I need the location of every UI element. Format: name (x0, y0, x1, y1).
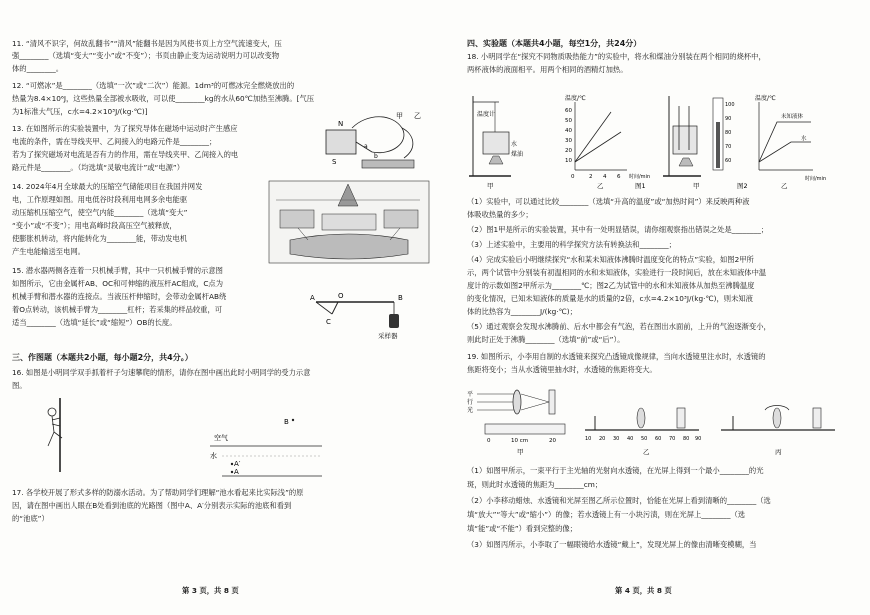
ruler-tick: 10 cm (511, 438, 529, 444)
text-line: 强________（选填“变大”“变小”或“不变”）；书页由静止变为运动说明力可以改变物 (12, 51, 280, 60)
text-line: 路元件是________。（均选填“灵敏电流计”或“电源”） (12, 163, 185, 172)
label-water: 水 (210, 452, 217, 460)
label-yi: 乙 (781, 182, 788, 190)
text-line: （1）实验中，可以通过比较________（选填“升高的温度”或“加热时间”）来反映两种液 (467, 197, 750, 206)
label-yi: 乙 (597, 182, 604, 190)
text-line: 着O点转动，该机械手臂为________杠杆；若采集的样品较重，可 (12, 305, 223, 314)
label-yi: 乙 (643, 448, 650, 456)
ruler-tick: 20 (549, 438, 556, 444)
beaker-shape (483, 132, 509, 154)
label-s: S (332, 158, 337, 166)
scale-tick: 80 (725, 130, 732, 136)
text-line: 两杯液体的液面相平。用两个相同的酒精灯加热。 (467, 65, 628, 74)
label-parallel: 行 (467, 399, 474, 406)
text-line: 17. 各学校开展了形式多样的防溺水活动。为了帮助同学们理解“池水看起来比实际浅”的原 (12, 488, 304, 497)
label-air: 空气 (214, 434, 228, 442)
y-tick: 10 (565, 158, 572, 164)
underground-cavern (290, 234, 408, 259)
text-line: （2）小李移动蜡烛、水透镜和光屏至图乙所示位置时，恰能在光屏上看到清晰的________（选 (467, 496, 771, 505)
y-tick: 30 (565, 138, 572, 144)
label-fig1: 图1 (635, 182, 646, 190)
base-plate (362, 160, 414, 168)
text-line: （3）上述实验中，主要用的科学探究方法有转换法和________； (467, 240, 676, 249)
series-line-water (575, 132, 621, 162)
point-b (292, 419, 294, 421)
water-lens-shape (773, 408, 781, 428)
x-tick: 2 (589, 174, 593, 180)
scale-tick: 60 (725, 158, 732, 164)
scale-tick: 90 (725, 116, 732, 122)
text-line: 的“池底”） (12, 514, 49, 523)
label-jia: 甲 (693, 182, 700, 190)
wire-curve (352, 117, 404, 153)
text-line: 焦距将变小；当从水透镜里抽水时，水透镜的焦距将变大。 (467, 365, 657, 374)
bench-tick: 80 (683, 436, 690, 442)
bench-tick: 90 (695, 436, 702, 442)
text-line: 示，两个试管中分别装有初温相同的水和未知液体，实验进行一段时间后，放在未知液体中温 (467, 268, 767, 277)
label-bing: 丙 (775, 448, 782, 456)
text-line: 动压缩机压缩空气，使空气内能________（选填“变大” (12, 208, 188, 217)
label-n: N (338, 120, 344, 128)
text-line: 11. “清风不识字，何故乱翻书”“清风”能翻书是因为风使书页上方空气流速变大，压 (12, 39, 282, 48)
water-lens-shape (637, 408, 645, 428)
text-line: 12. “可燃冰”是________（选填“一次”或“二次”）能源。1dm³的可燃冰完全燃烧放出的 (12, 81, 295, 90)
label-b: B (284, 418, 289, 426)
screen-shape (677, 408, 685, 428)
text-line: 因，请在图中画出人眼在B处看到池底的光路图（图中A、A′分别表示实际的池底和看到 (12, 501, 292, 510)
point-a-prime (231, 463, 233, 465)
label-temp-axis: 温度/℃ (565, 95, 586, 102)
point-a (231, 471, 233, 473)
origin-label: 0 (571, 174, 575, 180)
head-shape (48, 408, 56, 416)
figure-14-energy-storage (268, 180, 430, 264)
thermometer-column (716, 122, 720, 168)
ruler-bar (485, 424, 565, 434)
text-line: 体的________。 (12, 64, 64, 73)
y-tick: 60 (565, 108, 572, 114)
figure-19-water-lens (465, 384, 845, 456)
text-line: 16. 如图是小明同学双手抓着杆子匀速攀爬的情形，请你在图中画出此时小明同学的受力示意 (12, 368, 311, 377)
bench-tick: 40 (627, 436, 634, 442)
alcohol-lamp (489, 156, 503, 164)
text-line: （5）通过观察会发现水沸腾前、后水中都会有气泡，若在图出水面前，上升的气泡逐渐变小， (467, 322, 771, 331)
page-4 (435, 0, 870, 615)
expander-block (384, 210, 418, 228)
text-line: 14. 2024年4月全球最大的压缩空气储能项目在我国并网发 (12, 182, 203, 191)
alcohol-lamp (679, 158, 693, 166)
refracted-ray (521, 394, 549, 402)
section-4-heading: 四、实验题（本题共4小题，每空1分，共24分） (467, 39, 642, 48)
y-tick: 20 (565, 148, 572, 154)
label-a: A (310, 294, 315, 302)
series-line-kerosene (575, 112, 611, 162)
text-line: 斑，则此时水透镜的焦距为________cm； (467, 480, 603, 489)
text-line: 度计的示数如图2甲所示为________℃；图2乙为试管中的水和未知液体从加热至沸腾温度 (467, 281, 755, 290)
text-line: 使膨胀机转动，将内能转化为________能，带动发电机 (12, 234, 188, 243)
text-line: 18. 小明同学在“探究不同物质吸热能力”的实验中，将水和煤油分别装在两个相同的烧杯中， (467, 52, 766, 61)
figure-18-heating-experiment (465, 92, 845, 192)
label-b: b (374, 153, 378, 160)
bench-tick: 10 (585, 436, 592, 442)
text-line: 适当________（选填“延长”或“缩短”）OB的长度。 (12, 318, 177, 327)
text-line: 机械手臂和潜水器的连接点。当液压杆伸缩时，会带动金属杆AB绕 (12, 292, 227, 301)
text-line: 产生电能输送至电网。 (12, 247, 85, 256)
text-line: 则此时正处于沸腾________（选填“前”或“后”）。 (467, 335, 625, 344)
text-line: 电，工作原理如图。用电低谷时段利用电网多余电能驱 (12, 195, 188, 204)
screen-shape (549, 390, 555, 414)
text-line: 填“能”或“不能”）看到完整的像； (467, 524, 577, 533)
section-3-heading: 三、作图题（本题共2小题，每小题2分，共4分。） (12, 353, 193, 362)
label-unknown-liquid: 未知液体 (781, 114, 804, 120)
refracted-ray (521, 402, 549, 410)
bench-tick: 20 (599, 436, 606, 442)
text-line: 若为了探究磁场对电流是否有力的作用，需在导线夹甲、乙间接入的电 (12, 150, 239, 159)
label-fig2: 图2 (737, 182, 748, 190)
text-line: 热量为8.4×10⁶J，这些热量全部被水吸收，可以使________kg的水从60℃加热至沸腾。[气压 (12, 94, 315, 103)
label-jia: 甲 (396, 112, 403, 120)
page-footer: 第 4 页，共 8 页 (615, 586, 672, 595)
figure-16-climber (40, 396, 80, 474)
label-c: C (326, 318, 331, 326)
figure-15-lever-arm (308, 268, 428, 340)
text-line: “变小”或“不变”）；用电高峰时段高压空气被释放， (12, 221, 177, 230)
text-line: 体的比热容为________J/(kg·℃)； (467, 307, 577, 316)
label-temp-axis: 温度/℃ (755, 95, 776, 102)
text-line: 图。 (12, 381, 27, 390)
x-tick: 4 (603, 174, 607, 180)
label-yi: 乙 (414, 112, 421, 120)
label-water-curve: 水 (801, 136, 807, 142)
text-line: 填“放大”“等大”或“缩小”）的像；若水透镜上有一小块污渍，则在光屏上________（选 (467, 510, 746, 519)
bench-tick: 60 (655, 436, 662, 442)
label-jia: 甲 (517, 448, 524, 456)
figure-13-apparatus (322, 108, 430, 176)
scale-tick: 70 (725, 144, 732, 150)
figure-17-pool (208, 410, 328, 482)
bench-tick: 30 (613, 436, 620, 442)
water-lens-shape (513, 390, 521, 414)
beaker-shape (673, 126, 697, 154)
bench-tick: 50 (641, 436, 648, 442)
text-line: 电流的条件，需在导线夹甲、乙间接入的电路元件是________； (12, 137, 217, 146)
rod-oc (332, 302, 338, 314)
hydraulic-rod-ac (316, 302, 332, 314)
y-tick: 50 (565, 118, 572, 124)
label-time-axis: 时间/min (805, 176, 827, 182)
text-line: （2）图1甲是所示的实验装置，其中有一处明显错误，请你细观察指出错误之处是________； (467, 225, 769, 234)
page-footer: 第 3 页，共 8 页 (182, 586, 239, 595)
text-line: 的变化情况，已知未知液体的质量是水的质量的2倍，c水=4.2×10³J/(kg·℃)，则未知液 (467, 294, 753, 303)
label-a-prime: A′ (234, 460, 241, 468)
text-line: （4）完成实验后小明继续探究“水和某未知液体沸腾时温度变化的特点”实验，如图2甲所 (467, 255, 754, 264)
label-parallel: 平 (467, 391, 474, 398)
y-tick: 40 (565, 128, 572, 134)
ruler-tick: 0 (487, 438, 491, 444)
text-line: （1）如图甲所示，一束平行于主光轴的光射向水透镜，在光屏上得到一个最小________的光 (467, 466, 764, 475)
text-line: 19. 如图所示，小李用自制的水透镜来探究凸透镜成像规律，当向水透镜里注水时，水透镜的 (467, 352, 766, 361)
text-line: 为1标准大气压，c水=4.2×10³J/(kg·℃)] (12, 107, 148, 116)
plant-block (322, 214, 376, 230)
scale-tick: 100 (725, 102, 735, 108)
text-line: 13. 在如图所示的实验装置中，为了探究导体在磁场中运动时产生感应 (12, 124, 238, 133)
magnet-shape (326, 130, 356, 154)
label-o: O (338, 292, 344, 300)
compressor-block (280, 210, 314, 228)
label-b: B (398, 294, 403, 302)
label-sampler: 采样器 (378, 332, 398, 340)
label-time-axis: 时间/min (629, 174, 651, 180)
x-tick: 6 (617, 174, 621, 180)
label-water: 水 (511, 141, 518, 148)
text-line: （3）如图丙所示，小李取了一幅眼镜给水透镜“戴上”，发现光屏上的像由清晰变模糊，当 (467, 540, 757, 549)
label-thermometer: 温度计 (477, 111, 496, 118)
label-kerosene: 煤油 (511, 151, 524, 158)
label-a: A (234, 468, 239, 476)
sampler-box (389, 314, 399, 328)
bench-tick: 70 (669, 436, 676, 442)
label-a: a (364, 143, 368, 150)
text-line: 如图所示，它由金属杆AB、OC和可伸缩的液压杆AC组成，C点为 (12, 279, 224, 288)
label-jia: 甲 (487, 182, 494, 190)
screen-shape (813, 408, 821, 428)
text-line: 体吸收热量的多少； (467, 210, 533, 219)
label-parallel: 光 (467, 407, 474, 414)
text-line: 15. 潜水器两侧各连着一只机械手臂，其中一只机械手臂的示意图 (12, 266, 223, 275)
